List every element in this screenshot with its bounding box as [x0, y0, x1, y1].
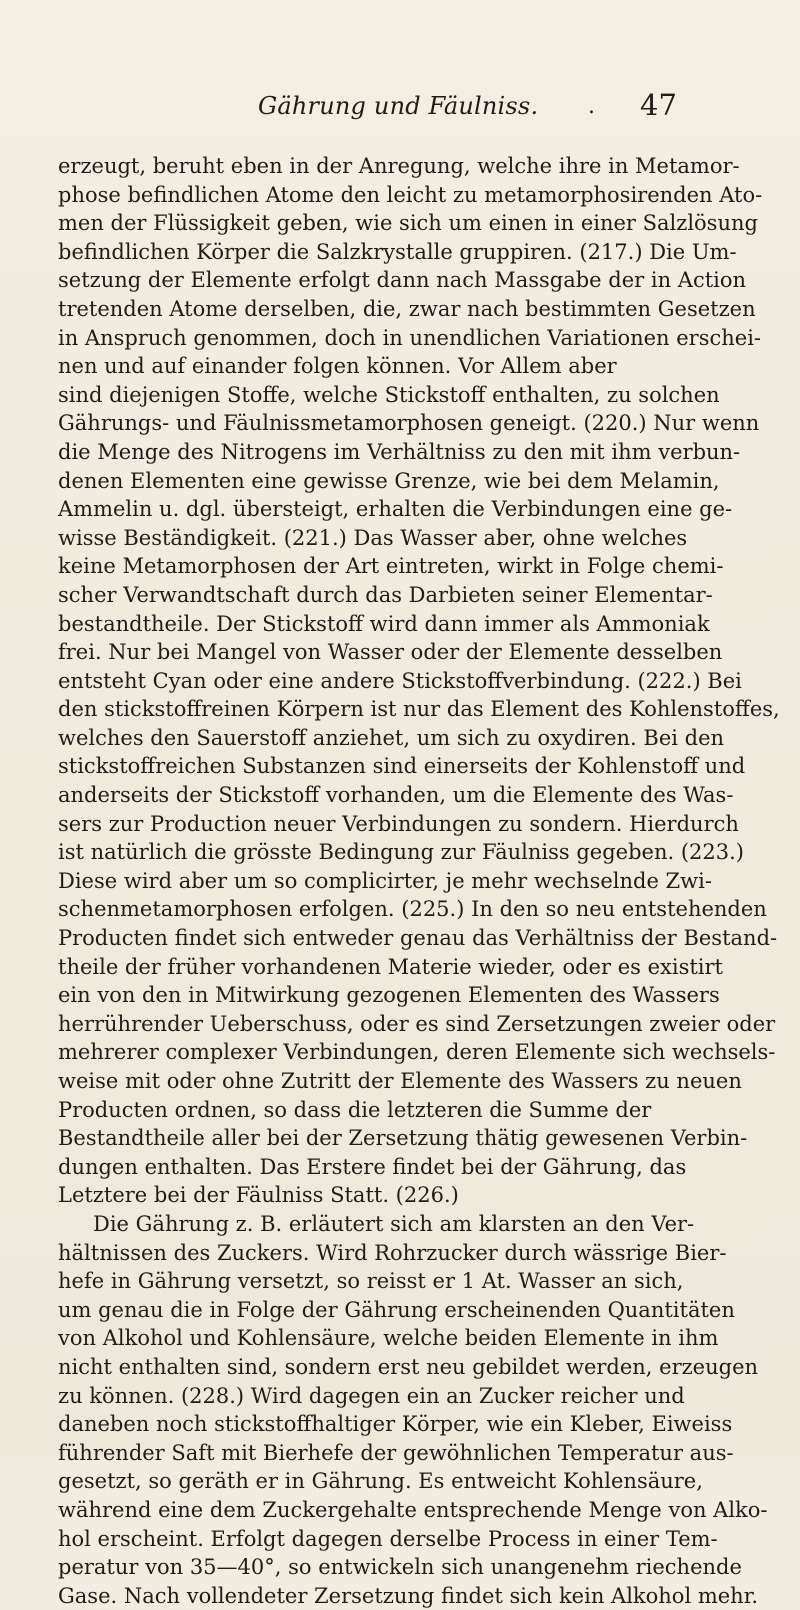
text-line: die Menge des Nitrogens im Verhältniss zu den mit ihm verbun- [58, 439, 741, 464]
text-line: Letztere bei der Fäulniss Statt. (226.) [58, 1183, 459, 1208]
text-line: daneben noch stickstoffhaltiger Körper, wie ein Kleber, Eiweiss [58, 1412, 733, 1437]
text-line: wisse Beständigkeit. (221.) Das Wasser aber, ohne welches [58, 525, 688, 550]
text-line: befindlichen Körper die Salzkrystalle gruppiren. (217.) Die Um- [58, 239, 737, 264]
text-line: anderseits der Stickstoff vorhanden, um die Elemente des Was- [58, 783, 734, 808]
text-line: um genau die in Folge der Gährung erscheinenden Quantitäten [58, 1297, 735, 1322]
text-line: weise mit oder ohne Zutritt der Elemente des Wassers zu neuen [58, 1069, 742, 1093]
text-line: ist natürlich die grösste Bedingung zur Fäulniss gegeben. (223.) [58, 840, 744, 865]
text-line: peratur von 35—40°, so entwickeln sich unangenehm riechende [58, 1555, 742, 1580]
text-line: tretenden Atome derselben, die, zwar nach bestimmten Gesetzen [58, 296, 756, 321]
text-line: Bestandtheile aller bei der Zersetzung thätig gewesenen Verbin- [58, 1126, 748, 1151]
text-line: Gährungs- und Fäulnissmetamorphosen geneigt. (220.) Nur wenn [58, 411, 760, 436]
text-line: Producten findet sich entweder genau das Verhältniss der Bestand- [58, 926, 778, 951]
text-line: in Anspruch genommen, doch in unendlichen Variationen erschei- [58, 325, 762, 350]
text-line: hältnissen des Zuckers. Wird Rohrzucker durch wässrige Bier- [58, 1240, 727, 1265]
text-line: gesetzt, so geräth er in Gährung. Es entweicht Kohlensäure, [58, 1469, 703, 1494]
page-number: 47 [640, 88, 677, 122]
text-line: men der Flüssigkeit geben, wie sich um einen in einer Salzlösung [58, 211, 758, 236]
running-head-separator: . [588, 94, 595, 119]
text-line: frei. Nur bei Mangel von Wasser oder der Elemente desselben [58, 640, 723, 665]
text-line: Producten ordnen, so dass die letzteren die Summe der [58, 1097, 652, 1122]
text-line: denen Elementen eine gewisse Grenze, wie bei dem Melamin, [58, 468, 720, 493]
text-line: führender Saft mit Bierhefe der gewöhnlichen Temperatur aus- [58, 1440, 734, 1465]
body-text [58, 152, 780, 1610]
text-line: ein von den in Mitwirkung gezogenen Elementen des Wassers [58, 983, 720, 1008]
text-line: hol erscheint. Erfolgt dagegen derselbe Process in einer Tem- [58, 1526, 718, 1551]
text-line: scher Verwandtschaft durch das Darbieten seiner Elementar- [58, 582, 713, 607]
text-line: keine Metamorphosen der Art eintreten, wirkt in Folge chemi- [58, 554, 724, 579]
text-line: welches den Sauerstoff anziehet, um sich zu oxydiren. Bei den [58, 725, 725, 750]
text-line: schenmetamorphosen erfolgen. (225.) In den so neu entstehenden [58, 897, 767, 922]
text-line: mehrerer complexer Verbindungen, deren Elemente sich wechsels- [58, 1040, 776, 1065]
running-title: Gährung und Fäulniss. [258, 92, 539, 120]
text-line: entsteht Cyan oder eine andere Stickstoffverbindung. (222.) Bei [58, 668, 742, 693]
text-line: dungen enthalten. Das Erstere findet bei der Gährung, das [58, 1154, 687, 1179]
text-line: zu können. (228.) Wird dagegen ein an Zucker reicher und [58, 1383, 685, 1408]
text-line: von Alkohol und Kohlensäure, welche beiden Elemente in ihm [58, 1326, 719, 1351]
text-line: den stickstoffreinen Körpern ist nur das Element des Kohlenstoffes, [58, 697, 780, 722]
text-line: Diese wird aber um so complicirter, je mehr wechselnde Zwi- [58, 868, 712, 893]
text-line: setzung der Elemente erfolgt dann nach Massgabe der in Action [58, 268, 747, 293]
text-line: sind diejenigen Stoffe, welche Stickstoff enthalten, zu solchen [58, 382, 720, 407]
running-head [0, 88, 800, 132]
text-line: phose befindlichen Atome den leicht zu metamorphosirenden Ato- [58, 182, 763, 207]
text-line: nen und auf einander folgen können. Vor Allem aber [58, 354, 617, 379]
text-line: bestandtheile. Der Stickstoff wird dann immer als Ammoniak [58, 611, 710, 636]
text-line: hefe in Gährung versetzt, so reisst er 1 At. Wasser an sich, [58, 1269, 684, 1294]
text-line: erzeugt, beruht eben in der Anregung, welche ihre in Metamor- [58, 154, 740, 178]
text-line: nicht enthalten sind, sondern erst neu gebildet werden, erzeugen [58, 1354, 759, 1379]
text-line: stickstoffreichen Substanzen sind einerseits der Kohlenstoff und [58, 754, 746, 779]
text-line: Gase. Nach vollendeter Zersetzung findet sich kein Alkohol mehr. [58, 1583, 759, 1608]
text-line: sers zur Production neuer Verbindungen zu sondern. Hierdurch [58, 811, 739, 836]
text-line: Ammelin u. dgl. übersteigt, erhalten die Verbindungen eine ge- [58, 497, 733, 522]
text-line: theile der früher vorhandenen Materie wieder, oder es existirt [58, 954, 723, 979]
text-line: herrührender Ueberschuss, oder es sind Zersetzungen zweier oder [58, 1011, 776, 1036]
text-line: während eine dem Zuckergehalte entsprechende Menge von Alko- [58, 1497, 768, 1522]
paragraph-first-line: Die Gährung z. B. erläutert sich am klarsten an den Ver- [93, 1211, 695, 1236]
